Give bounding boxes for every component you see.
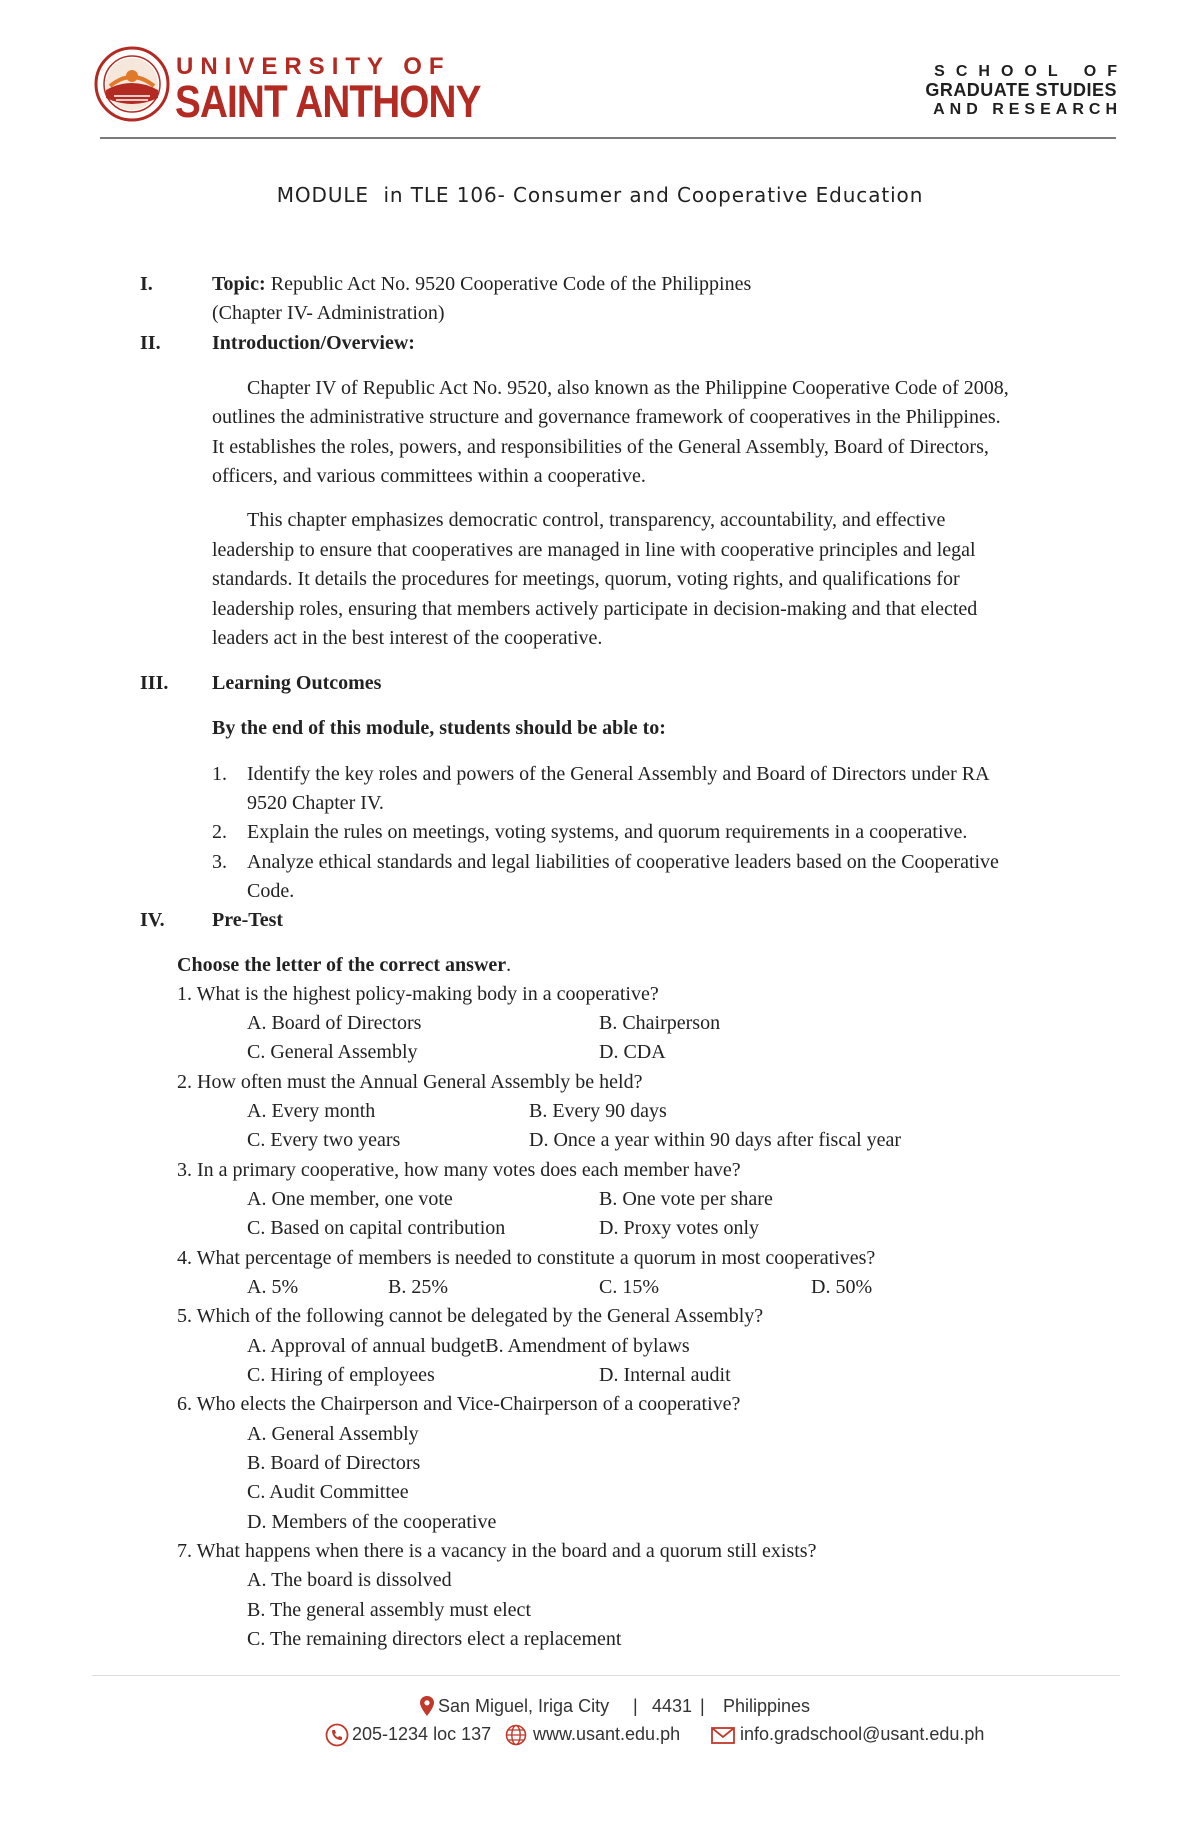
outcome-text: Explain the rules on meetings, voting systems, and quorum requirements in a cooperative. bbox=[247, 821, 968, 843]
choice: D. Internal audit bbox=[599, 1364, 731, 1386]
module-title: MODULE in TLE 106- Consumer and Cooperative Education bbox=[276, 183, 924, 207]
footer-website[interactable]: www.usant.edu.ph bbox=[533, 1724, 681, 1744]
question: 3. In a primary cooperative, how many votes does each member have? bbox=[177, 1159, 741, 1181]
intro-paragraph-line: It establishes the roles, powers, and responsibilities of the General Assembly, Board of Directors, bbox=[212, 436, 989, 458]
choice: C. General Assembly bbox=[247, 1041, 418, 1063]
choice-pair bbox=[247, 1334, 690, 1358]
intro-paragraph-line: Chapter IV of Republic Act No. 9520, also known as the Philippine Cooperative Code of 2008, bbox=[247, 377, 1009, 399]
intro-paragraph-line: outlines the administrative structure and governance framework of cooperatives in the Philippines. bbox=[212, 406, 1001, 428]
choice: B. Chairperson bbox=[599, 1012, 721, 1034]
section-numeral: III. bbox=[140, 672, 169, 694]
choice: A. The board is dissolved bbox=[247, 1569, 452, 1591]
choice: B. Every 90 days bbox=[529, 1100, 667, 1122]
pretest-instruction-end: . bbox=[506, 954, 512, 976]
intro-paragraph-line: standards. It details the procedures for meetings, quorum, voting rights, and qualifications for bbox=[212, 568, 960, 590]
intro-paragraph-line: This chapter emphasizes democratic control, transparency, accountability, and effective bbox=[247, 509, 946, 531]
school-name-line2: GRADUATE STUDIES bbox=[925, 80, 1117, 100]
choice: B. One vote per share bbox=[599, 1188, 773, 1210]
question: 4. What percentage of members is needed to constitute a quorum in most cooperatives? bbox=[177, 1247, 876, 1269]
footer-email[interactable]: info.gradschool@usant.edu.ph bbox=[740, 1724, 985, 1744]
question: 7. What happens when there is a vacancy in the board and a quorum still exists? bbox=[177, 1540, 817, 1562]
outcome-text: Code. bbox=[247, 880, 295, 902]
outcome-text: 9520 Chapter IV. bbox=[247, 792, 384, 814]
choice: D. Proxy votes only bbox=[599, 1217, 759, 1239]
footer-address: San Miguel, Iriga City bbox=[438, 1696, 610, 1716]
pretest-instruction bbox=[177, 953, 511, 977]
question: 5. Which of the following cannot be delegated by the General Assembly? bbox=[177, 1305, 764, 1327]
section-heading-pretest: Pre-Test bbox=[212, 909, 284, 931]
choice: A. Every month bbox=[247, 1100, 376, 1122]
choice: C. Audit Committee bbox=[247, 1481, 409, 1503]
footer-zip: 4431 bbox=[652, 1696, 693, 1716]
choice: C. 15% bbox=[599, 1276, 659, 1298]
university-name-line1: UNIVERSITY OF bbox=[176, 53, 451, 80]
intro-paragraph-line: leaders act in the best interest of the cooperative. bbox=[212, 627, 603, 649]
outcome-text: Identify the key roles and powers of the General Assembly and Board of Directors under RA bbox=[247, 763, 990, 785]
choice: A. 5% bbox=[247, 1276, 299, 1298]
section-numeral: I. bbox=[140, 273, 153, 295]
choice: A. One member, one vote bbox=[247, 1188, 453, 1210]
email-icon bbox=[711, 1727, 735, 1744]
topic-subtext: (Chapter IV- Administration) bbox=[212, 302, 445, 324]
outcome-number: 3. bbox=[212, 851, 227, 873]
topic-line bbox=[212, 272, 751, 296]
choice: B. Amendment of bylaws bbox=[485, 1335, 690, 1357]
outcome-number: 1. bbox=[212, 763, 227, 785]
choice: D. 50% bbox=[811, 1276, 873, 1298]
outcomes-lead: By the end of this module, students should be able to: bbox=[212, 717, 666, 739]
choice: C. Every two years bbox=[247, 1129, 401, 1151]
footer-phone: 205-1234 loc 137 bbox=[352, 1724, 492, 1744]
question: 2. How often must the Annual General Assembly be held? bbox=[177, 1071, 643, 1093]
school-name-line3: AND RESEARCH bbox=[933, 101, 1122, 118]
footer-separator: | bbox=[633, 1696, 638, 1716]
section-numeral: II. bbox=[140, 332, 161, 354]
section-heading-intro: Introduction/Overview: bbox=[212, 332, 415, 354]
footer-divider bbox=[92, 1675, 1120, 1676]
choice: C. Based on capital contribution bbox=[247, 1217, 506, 1239]
university-seal-logo bbox=[94, 46, 170, 122]
phone-icon bbox=[325, 1723, 349, 1747]
topic-label: Topic: bbox=[212, 273, 266, 295]
choice: B. Board of Directors bbox=[247, 1452, 421, 1474]
choice: C. Hiring of employees bbox=[247, 1364, 435, 1386]
choice: D. Members of the cooperative bbox=[247, 1511, 497, 1533]
choice: D. Once a year within 90 days after fiscal year bbox=[529, 1129, 902, 1151]
school-name bbox=[925, 62, 1128, 119]
choice: A. Board of Directors bbox=[247, 1012, 422, 1034]
section-numeral: IV. bbox=[140, 909, 165, 931]
choice: B. 25% bbox=[388, 1276, 448, 1298]
intro-paragraph-line: leadership roles, ensuring that members actively participate in decision-making and that elected bbox=[212, 598, 978, 620]
footer-separator: | bbox=[700, 1696, 705, 1716]
intro-paragraph-line: leadership to ensure that cooperatives are managed in line with cooperative principles and legal bbox=[212, 539, 976, 561]
choice: D. CDA bbox=[599, 1041, 666, 1063]
choice: B. The general assembly must elect bbox=[247, 1599, 531, 1621]
header-divider bbox=[100, 137, 1116, 139]
intro-paragraph-line: officers, and various committees within a cooperative. bbox=[212, 465, 646, 487]
section-heading-outcomes: Learning Outcomes bbox=[212, 672, 382, 694]
globe-icon bbox=[505, 1724, 527, 1746]
outcome-text: Analyze ethical standards and legal liabilities of cooperative leaders based on the Cooperative bbox=[247, 851, 999, 873]
outcome-number: 2. bbox=[212, 821, 227, 843]
university-name-line2: SAINT ANTHONY bbox=[175, 76, 481, 127]
footer-country: Philippines bbox=[723, 1696, 811, 1716]
choice: A. Approval of annual budget bbox=[247, 1335, 486, 1357]
topic-text: Republic Act No. 9520 Cooperative Code of the Philippines bbox=[265, 273, 752, 295]
question: 6. Who elects the Chairperson and Vice-Chairperson of a cooperative? bbox=[177, 1393, 741, 1415]
school-name-line1: SCHOOL OF bbox=[934, 63, 1128, 80]
question: 1. What is the highest policy-making body in a cooperative? bbox=[177, 983, 659, 1005]
location-pin-icon bbox=[419, 1695, 435, 1717]
choice: C. The remaining directors elect a replacement bbox=[247, 1628, 622, 1650]
pretest-instruction-bold: Choose the letter of the correct answer bbox=[177, 954, 507, 976]
choice: A. General Assembly bbox=[247, 1423, 419, 1445]
